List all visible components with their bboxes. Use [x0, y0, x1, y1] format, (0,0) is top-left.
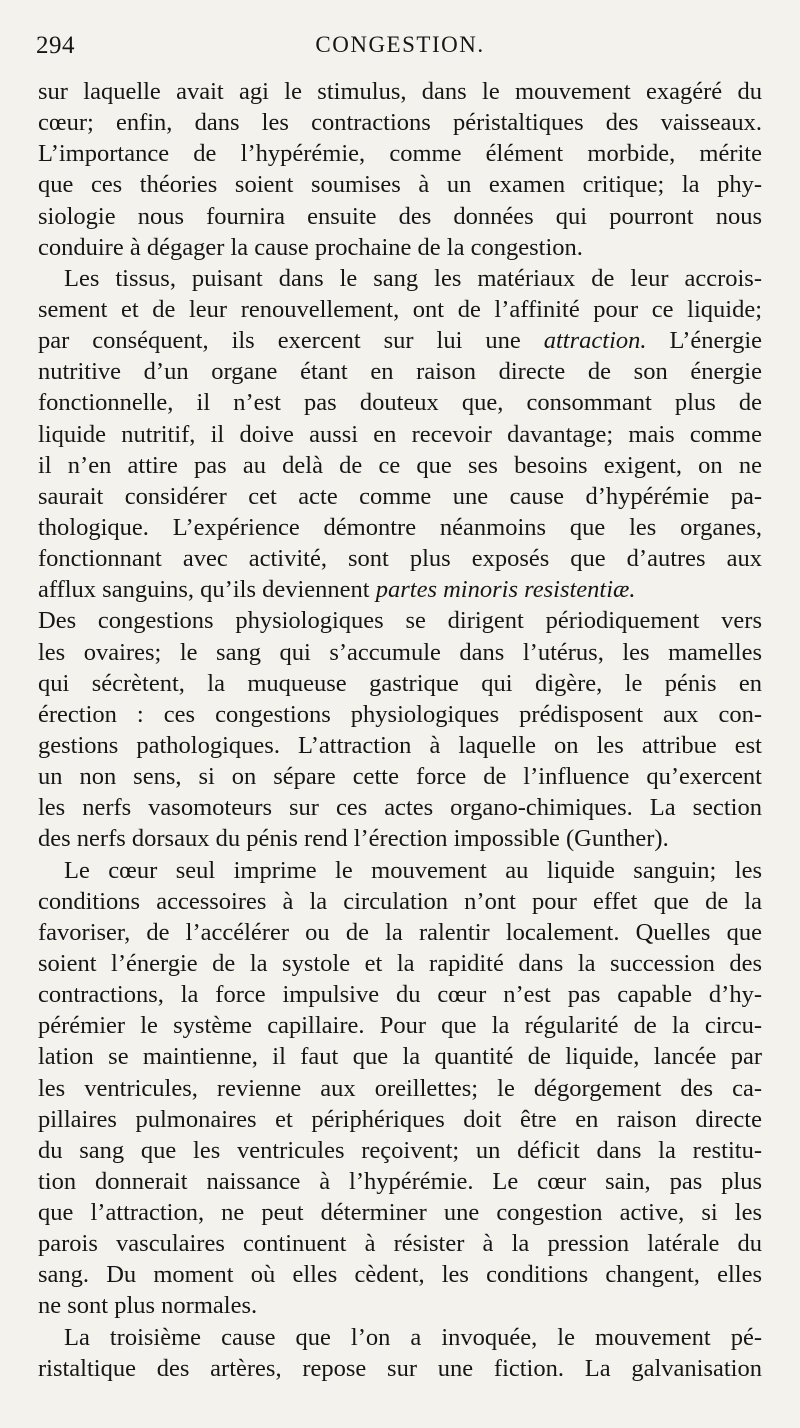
- text-line: que l’attraction, ne peut déterminer une congestion active, si les: [38, 1199, 762, 1227]
- text-line: siologie nous fournira ensuite des données qui pourront nous: [38, 202, 762, 230]
- text-line: fonctionnant avec activité, sont plus exposés que d’autres aux: [38, 545, 762, 573]
- text-line: qui sécrètent, la muqueuse gastrique qui digère, le pénis en: [38, 669, 762, 697]
- text-line: saurait considérer cet acte comme une cause d’hypérémie pa-: [38, 482, 762, 510]
- text-line: La troisième cause que l’on a invoquée, le mouvement pé-: [64, 1323, 762, 1351]
- text-line: fonctionnelle, il n’est pas douteux que, consommant plus de: [38, 389, 762, 417]
- text-line: favoriser, de l’accélérer ou de la ralentir localement. Quelles que: [38, 918, 762, 946]
- text-line: les ovaires; le sang qui s’accumule dans l’utérus, les mamelles: [38, 638, 762, 666]
- text-segment: afflux sanguins, qu’ils deviennent: [38, 576, 376, 604]
- running-head: CONGESTION.: [315, 32, 485, 57]
- text-line: L’importance de l’hypérémie, comme élément morbide, mérite: [38, 140, 762, 168]
- italic-term: partes minoris resistentiæ.: [375, 576, 636, 604]
- text-line: soient l’énergie de la systole et la rapidité dans la succession des: [38, 949, 762, 977]
- text-line: cœur; enfin, dans les contractions péristaltiques des vaisseaux.: [38, 109, 762, 137]
- text-line: liquide nutritif, il doive aussi en recevoir davantage; mais comme: [38, 420, 762, 448]
- text-line: ne sont plus normales.: [38, 1292, 258, 1320]
- text-line: sement et de leur renouvellement, ont de l’affinité pour ce liquide;: [38, 295, 762, 323]
- text-line: conduire à dégager la cause prochaine de la congestion.: [38, 233, 583, 261]
- text-line: pérémier le système capillaire. Pour que la régularité de la circu-: [38, 1012, 762, 1040]
- text-line: des nerfs dorsaux du pénis rend l’érection impossible (Gunther).: [38, 825, 669, 853]
- page-number: 294: [36, 32, 75, 59]
- text-line: gestions pathologiques. L’attraction à laquelle on les attribue est: [38, 731, 762, 759]
- text-line: Les tissus, puisant dans le sang les matériaux de leur accrois-: [64, 264, 762, 292]
- text-line: il n’en attire pas au delà de ce que ses besoins exigent, on ne: [38, 451, 762, 479]
- text-line: que ces théories soient soumises à un examen critique; la phy-: [38, 171, 762, 199]
- text-line: lation se maintienne, il faut que la quantité de liquide, lancée par: [38, 1043, 762, 1071]
- text-line: érection : ces congestions physiologiques prédisposent aux con-: [38, 700, 762, 728]
- text-line: [38, 325, 762, 356]
- text-line: conditions accessoires à la circulation n’ont pour effet que de la: [38, 887, 762, 915]
- text-line: sur laquelle avait agi le stimulus, dans le mouvement exagéré du: [38, 78, 762, 105]
- text-line: tion donnerait naissance à l’hypérémie. Le cœur sain, pas plus: [38, 1167, 762, 1195]
- text-segment: par conséquent, ils exercent sur lui une: [38, 327, 544, 355]
- text-line: contractions, la force impulsive du cœur n’est pas capable d’hy-: [38, 981, 762, 1009]
- text-line: pillaires pulmonaires et périphériques doit être en raison directe: [38, 1105, 762, 1133]
- text-segment: L’énergie: [646, 327, 762, 355]
- text-line: nutritive d’un organe étant en raison directe de son énergie: [38, 358, 762, 386]
- text-line: du sang que les ventricules reçoivent; un déficit dans la restitu-: [38, 1136, 762, 1164]
- text-line: thologique. L’expérience démontre néanmoins que les organes,: [38, 513, 762, 541]
- text-line: les nerfs vasomoteurs sur ces actes organo-chimiques. La section: [38, 794, 762, 822]
- text-line: Des congestions physiologiques se dirigent périodiquement vers: [38, 607, 762, 635]
- italic-term: attraction.: [543, 327, 647, 355]
- text-line: sang. Du moment où elles cèdent, les conditions changent, elles: [38, 1261, 762, 1289]
- text-line: parois vasculaires continuent à résister à la pression latérale du: [38, 1230, 762, 1258]
- text-line: Le cœur seul imprime le mouvement au liquide sanguin; les: [64, 856, 762, 884]
- page-header: [36, 30, 764, 64]
- text-line: les ventricules, revienne aux oreillettes; le dégorgement des ca-: [38, 1074, 762, 1102]
- text-line: ristaltique des artères, repose sur une fiction. La galvanisation: [38, 1354, 762, 1382]
- text-line: [38, 574, 762, 605]
- body-text: [38, 76, 762, 1384]
- text-line: un non sens, si on sépare cette force de l’influence qu’exercent: [38, 763, 762, 791]
